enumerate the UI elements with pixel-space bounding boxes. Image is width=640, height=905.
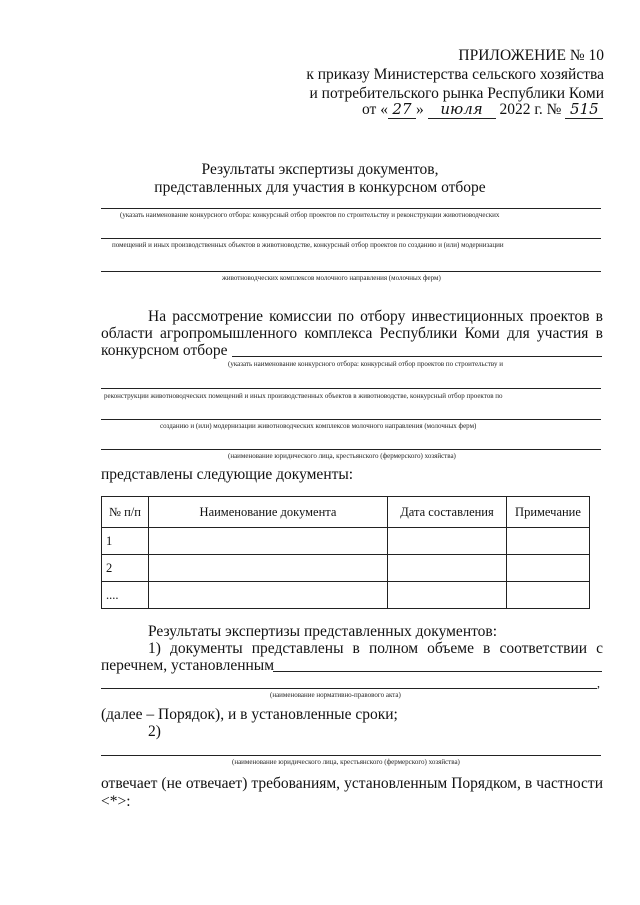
table-row bbox=[102, 555, 590, 582]
fill-line[interactable] bbox=[101, 271, 601, 272]
cell-date[interactable] bbox=[388, 582, 507, 609]
complies-line-2: <*>: bbox=[101, 793, 131, 810]
order-year: 2022 г. № bbox=[499, 101, 562, 118]
document-title-line-1: Результаты экспертизы документов, bbox=[201, 161, 439, 178]
para1-line-1: На рассмотрение комиссии по отбору инвестиционных проектов в bbox=[148, 308, 603, 325]
hint-contest-2: помещений и иных производственных объектов в животноводстве, конкурсный отбор проектов по созданию и (или) модернизации bbox=[112, 241, 504, 249]
fill-line[interactable] bbox=[101, 449, 601, 450]
cell-name[interactable] bbox=[149, 582, 388, 609]
docs-intro: представлены следующие документы: bbox=[101, 466, 354, 483]
para1-line-3: конкурсном отборе bbox=[101, 342, 228, 359]
hint-applicant: (наименование юридического лица, крестьянского (фермерского) хозяйства) bbox=[228, 452, 456, 460]
col-header-name: Наименование документа bbox=[149, 497, 388, 528]
fill-line[interactable] bbox=[101, 755, 601, 756]
hint-legal-act: (наименование нормативно-правового акта) bbox=[270, 691, 401, 699]
hint-contest-3: животноводческих комплексов молочного направления (молочных ферм) bbox=[222, 274, 441, 282]
fill-line[interactable] bbox=[101, 208, 601, 209]
cell-note[interactable] bbox=[507, 555, 590, 582]
hint-b-contest-2: реконструкции животноводческих помещений и иных производственных объектов в животноводстве, конкурсный отбор проектов по bbox=[104, 392, 503, 400]
order-date-line bbox=[362, 100, 603, 119]
appendix-title: ПРИЛОЖЕНИЕ № 10 bbox=[458, 47, 604, 64]
fill-line[interactable] bbox=[101, 388, 601, 389]
fill-line[interactable] bbox=[232, 356, 602, 357]
documents-table bbox=[101, 496, 590, 609]
cell-name[interactable] bbox=[149, 528, 388, 555]
cell-note[interactable] bbox=[507, 528, 590, 555]
item1-line-2: перечнем, установленным bbox=[101, 657, 275, 674]
col-header-date: Дата составления bbox=[388, 497, 507, 528]
date-mid: » bbox=[415, 101, 424, 118]
order-line-2: и потребительского рынка Республики Коми bbox=[309, 85, 604, 102]
comma: , bbox=[597, 676, 600, 690]
results-title: Результаты экспертизы представленных документов: bbox=[148, 623, 498, 640]
cell-date[interactable] bbox=[388, 528, 507, 555]
document-title-line-2: представленных для участия в конкурсном отборе bbox=[154, 179, 486, 196]
item1-line-1: 1) документы представлены в полном объеме в соответствии с bbox=[148, 640, 603, 657]
deadline-text: (далее – Порядок), и в установленные сроки; bbox=[101, 706, 398, 723]
fill-line[interactable] bbox=[101, 688, 597, 689]
date-prefix: от « bbox=[362, 101, 388, 118]
para1-line-2: области агропромышленного комплекса Республики Коми для участия в bbox=[101, 325, 603, 342]
order-number: 515 bbox=[565, 100, 603, 119]
order-line-1: к приказу Министерства сельского хозяйства bbox=[306, 66, 604, 83]
table-row bbox=[102, 582, 590, 609]
fill-line[interactable] bbox=[101, 419, 601, 420]
col-header-note: Примечание bbox=[507, 497, 590, 528]
fill-line[interactable] bbox=[273, 671, 602, 672]
fill-line[interactable] bbox=[101, 238, 601, 239]
hint-b-contest-1: (указать наименование конкурсного отбора: конкурсный отбор проектов по строительству и bbox=[228, 360, 503, 368]
order-day: 27 bbox=[388, 100, 416, 119]
cell-number: .... bbox=[102, 582, 149, 609]
cell-name[interactable] bbox=[149, 555, 388, 582]
table-header-row bbox=[102, 497, 590, 528]
cell-date[interactable] bbox=[388, 555, 507, 582]
complies-line-1: отвечает (не отвечает) требованиям, установленным Порядком, в частности bbox=[101, 775, 603, 792]
cell-number: 2 bbox=[102, 555, 149, 582]
hint-applicant-2: (наименование юридического лица, крестьянского (фермерского) хозяйства) bbox=[232, 758, 460, 766]
cell-number: 1 bbox=[102, 528, 149, 555]
hint-b-contest-3: созданию и (или) модернизации животноводческих комплексов молочного направления (молочных ферм) bbox=[160, 422, 477, 430]
table-row bbox=[102, 528, 590, 555]
col-header-number: № п/п bbox=[102, 497, 149, 528]
item2-label: 2) bbox=[148, 723, 161, 740]
hint-contest-1: (указать наименование конкурсного отбора: конкурсный отбор проектов по строительству и реконструкции животноводческих bbox=[120, 211, 500, 219]
cell-note[interactable] bbox=[507, 582, 590, 609]
order-month: июля bbox=[428, 100, 496, 119]
